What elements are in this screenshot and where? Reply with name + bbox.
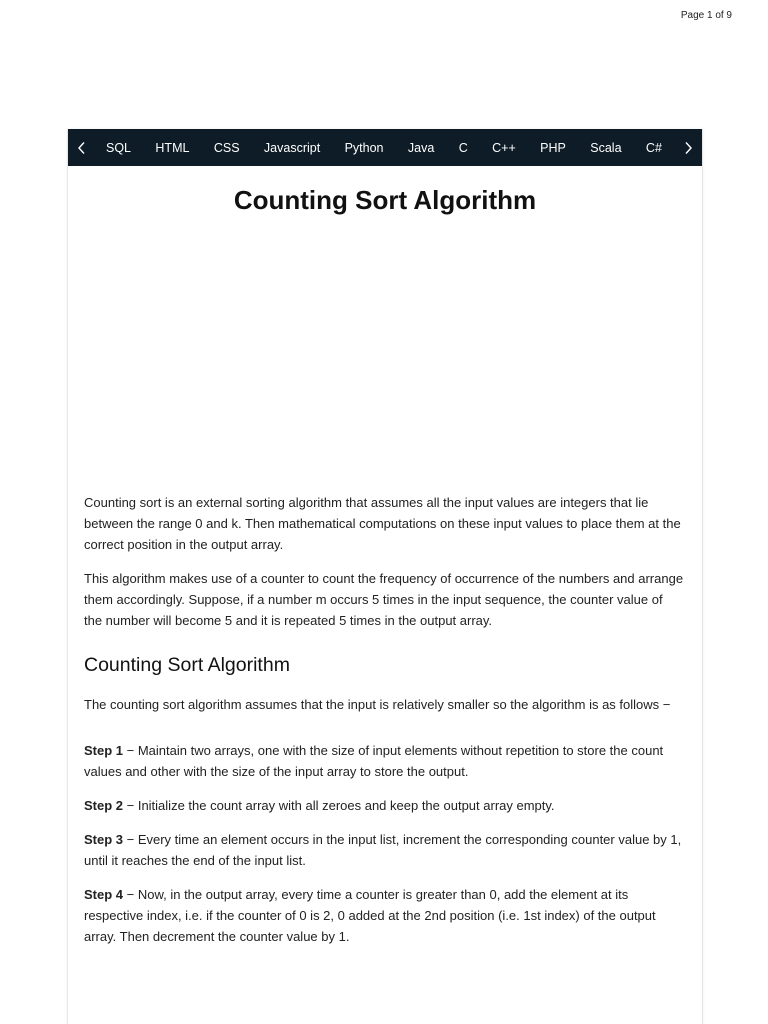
step-1-label: Step 1 xyxy=(84,743,124,758)
intro-paragraph-1: Counting sort is an external sorting algorithm that assumes all the input values are integers that lie between the range 0 and k. Then mathematical computations on these input values to place them at the correct position in the output array. xyxy=(84,495,681,552)
step-4 xyxy=(84,884,684,947)
nav-prev-button[interactable] xyxy=(68,129,96,166)
step-2-text: − Initialize the count array with all zeroes and keep the output array empty. xyxy=(123,798,555,813)
page-indicator: Page 1 of 9 xyxy=(680,10,732,21)
section-heading: Counting Sort Algorithm xyxy=(84,654,290,676)
section-intro: The counting sort algorithm assumes that the input is relatively smaller so the algorithm is as follows − xyxy=(84,697,671,712)
step-3-text: − Every time an element occurs in the input list, increment the corresponding counter value by 1, until it reaches the end of the input list. xyxy=(84,832,682,868)
chevron-left-icon xyxy=(77,141,87,155)
language-nav-bar xyxy=(68,129,702,166)
chevron-right-icon xyxy=(683,141,693,155)
nav-item-html[interactable]: HTML xyxy=(155,140,190,155)
step-2-label: Step 2 xyxy=(84,798,124,813)
step-3-label: Step 3 xyxy=(84,832,124,847)
step-1-text: − Maintain two arrays, one with the size of input elements without repetition to store the count values and other with the size of the input array to store the output. xyxy=(84,743,664,779)
nav-item-css[interactable]: CSS xyxy=(213,140,240,155)
nav-next-button[interactable] xyxy=(674,129,702,166)
nav-item-python[interactable]: Python xyxy=(344,140,384,155)
nav-item-csharp[interactable]: C# xyxy=(645,140,662,155)
nav-items xyxy=(96,141,674,155)
page-title: Counting Sort Algorithm xyxy=(233,185,537,215)
step-3 xyxy=(84,829,684,871)
nav-item-java[interactable]: Java xyxy=(407,140,435,155)
intro-paragraph-2: This algorithm makes use of a counter to count the frequency of occurrence of the numbers and arrange them accordingly. Suppose, if a number m occurs 5 times in the input sequence, the counter value of the number will become 5 and it is repeated 5 times in the output array. xyxy=(84,571,684,628)
nav-item-c[interactable]: C xyxy=(458,140,468,155)
step-2 xyxy=(84,795,684,816)
step-4-label: Step 4 xyxy=(84,887,124,902)
step-4-text: − Now, in the output array, every time a counter is greater than 0, add the element at its respective index, i.e. if the counter of 0 is 2, 0 added at the 2nd position (i.e. 1st index) of the output array. Then decrement the counter value by 1. xyxy=(84,887,656,944)
content-card xyxy=(67,129,703,1024)
step-1 xyxy=(84,740,684,782)
nav-item-cpp[interactable]: C++ xyxy=(492,140,516,155)
nav-item-sql[interactable]: SQL xyxy=(106,140,132,155)
nav-item-javascript[interactable]: Javascript xyxy=(263,140,321,155)
nav-item-php[interactable]: PHP xyxy=(540,140,566,155)
article-body xyxy=(84,492,684,960)
nav-item-scala[interactable]: Scala xyxy=(590,140,622,155)
blank-ad-space xyxy=(84,229,684,479)
